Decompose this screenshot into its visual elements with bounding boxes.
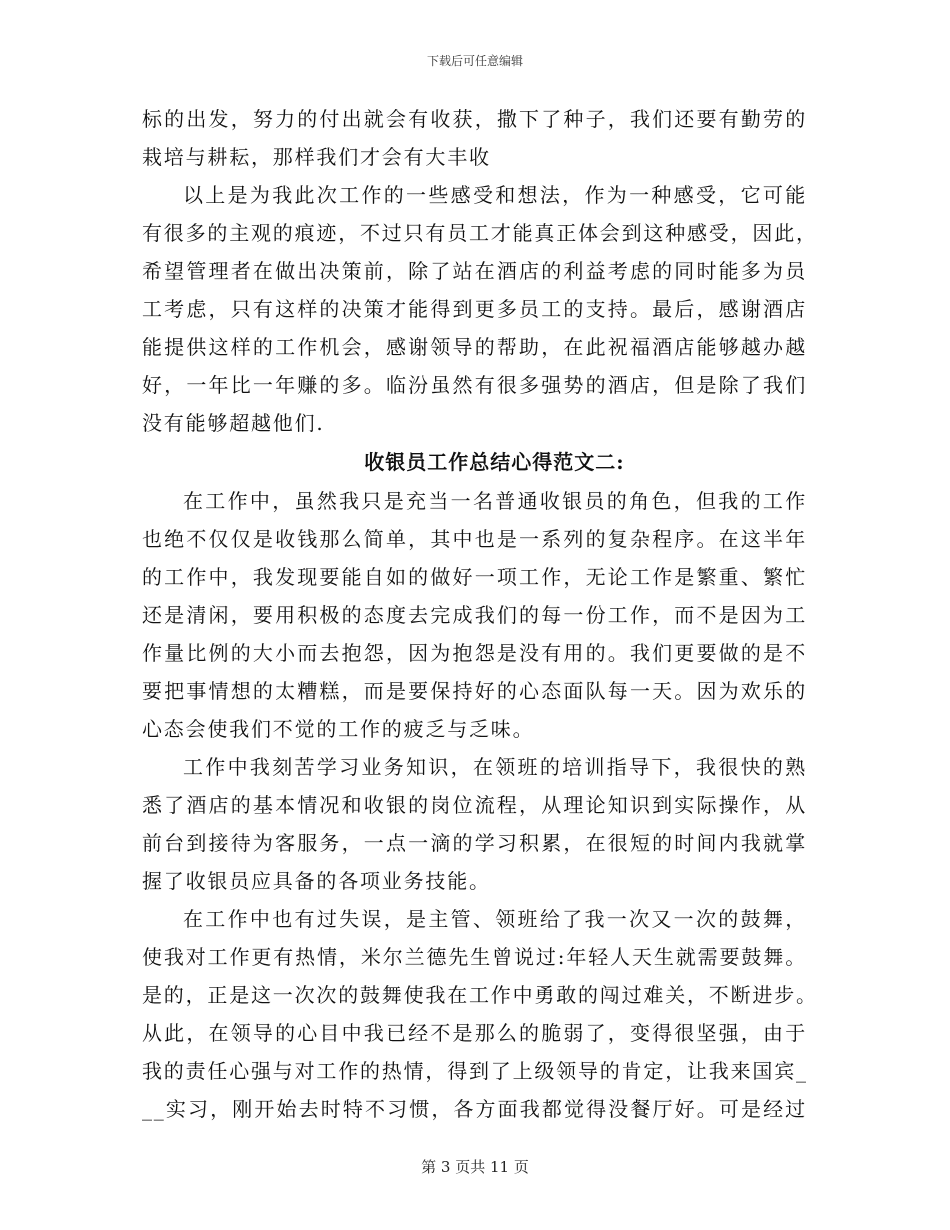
paragraph [142, 748, 807, 900]
paragraph [142, 900, 818, 1128]
text-line: 还是清闲，要用积极的态度去完成我们的每一份工作，而不是因为工 [142, 603, 807, 627]
text-line: 以上是为我此次工作的一些感受和想法，作为一种感受，它可能 [183, 183, 807, 207]
page-footer: 第 3 页共 11 页 [421, 1158, 529, 1176]
text-line: 有很多的主观的痕迹，不过只有员工才能真正体会到这种感受，因此， [142, 221, 818, 245]
text-line: 悉了酒店的基本情况和收银的岗位流程，从理论知识到实际操作，从 [142, 793, 807, 817]
text-line: 工考虑，只有这样的决策才能得到更多员工的支持。最后，感谢酒店 [142, 297, 807, 321]
paragraph [142, 482, 807, 748]
text-line: 心态会使我们不觉的工作的疲乏与乏味。 [142, 717, 535, 741]
text-line: 工作中我刻苦学习业务知识，在领班的培训指导下，我很快的熟 [183, 755, 807, 779]
paragraph [142, 100, 807, 176]
text-line: 没有能够超越他们. [142, 411, 325, 435]
section-heading: 收银员工作总结心得范文二: [364, 450, 625, 474]
text-line: 从此，在领导的心目中我已经不是那么的脆弱了，变得很坚强，由于 [142, 1021, 807, 1045]
paragraph [142, 176, 818, 442]
text-line: 使我对工作更有热情，米尔兰德先生曾说过:年轻人天生就需要鼓舞。 [142, 945, 807, 969]
text-line: 能提供这样的工作机会，感谢领导的帮助，在此祝福酒店能够越办越 [142, 335, 807, 359]
text-line: 也绝不仅仅是收钱那么简单，其中也是一系列的复杂程序。在这半年 [142, 527, 807, 551]
text-line: 作量比例的大小而去抱怨，因为抱怨是没有用的。我们更要做的是不 [142, 641, 807, 665]
text-line: 我的责任心强与对工作的热情，得到了上级领导的肯定，让我来国宾_ [142, 1059, 808, 1083]
text-line: 要把事情想的太糟糕，而是要保持好的心态面队每一天。因为欢乐的 [142, 679, 807, 703]
text-line: 在工作中也有过失误，是主管、领班给了我一次又一次的鼓舞， [183, 907, 807, 931]
text-line: 前台到接待为客服务，一点一滴的学习积累，在很短的时间内我就掌 [142, 831, 807, 855]
text-line: 在工作中，虽然我只是充当一名普通收银员的角色，但我的工作 [183, 489, 807, 513]
text-line: 好，一年比一年赚的多。临汾虽然有很多强势的酒店，但是除了我们 [142, 373, 807, 397]
text-line: 标的出发，努力的付出就会有收获，撒下了种子，我们还要有勤劳的 [142, 107, 807, 131]
text-line: __实习，刚开始去时特不习惯，各方面我都觉得没餐厅好。可是经过 [142, 1097, 807, 1121]
text-line: 栽培与耕耘，那样我们才会有大丰收 [142, 145, 491, 169]
text-line: 握了收银员应具备的各项业务技能。 [142, 869, 491, 893]
page-header: 下载后可任意编辑 [426, 54, 523, 68]
document-body [142, 100, 818, 1128]
text-line: 的工作中，我发现要能自如的做好一项工作，无论工作是繁重、繁忙 [142, 565, 807, 589]
text-line: 希望管理者在做出决策前，除了站在酒店的利益考虑的同时能多为员 [142, 259, 807, 283]
text-line: 是的，正是这一次次的鼓舞使我在工作中勇敢的闯过难关，不断进步。 [142, 983, 818, 1007]
